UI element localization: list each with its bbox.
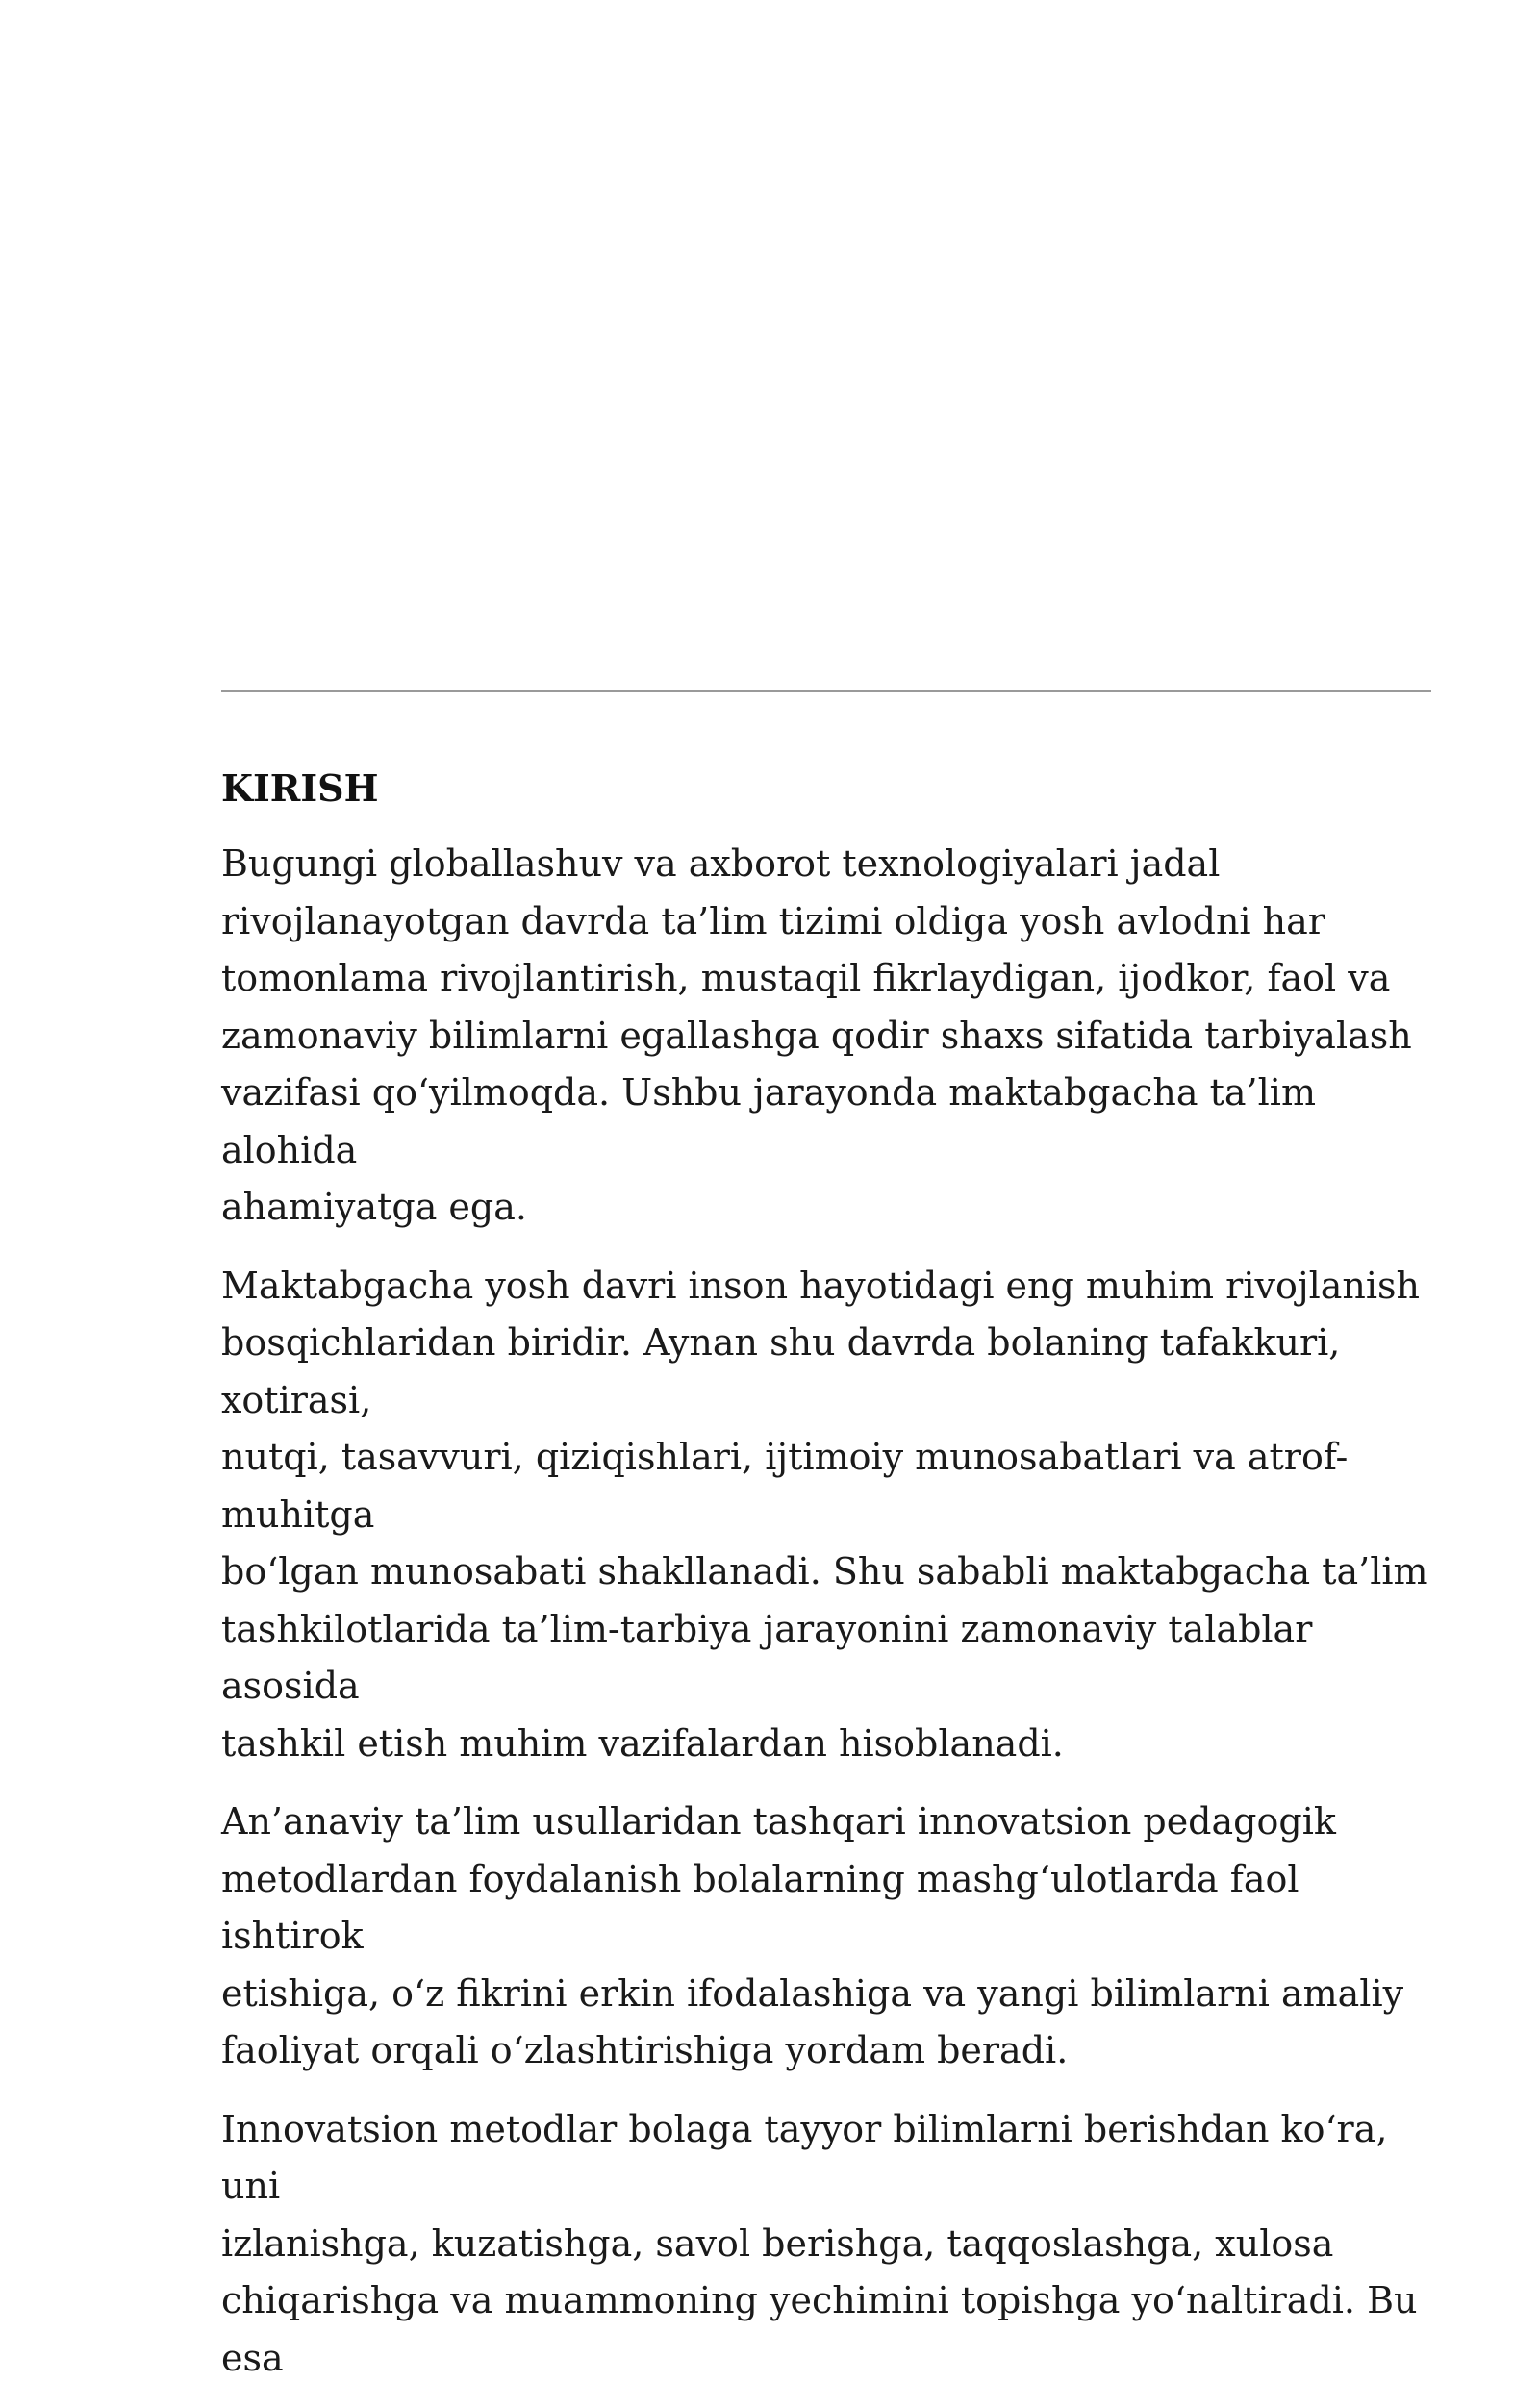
text-line: nutqi, tasavvuri, qiziqishlari, ijtimoiy munosabatlari va atrof-muhitga [221,1436,1349,1536]
paragraph-2 [221,1258,1443,1773]
text-line: ahamiyatga ega. [221,1186,527,1228]
text-line: Bugungi globallashuv va axborot texnologiyalari jadal [221,842,1221,885]
text-line: tashkilotlarida ta’lim-tarbiya jarayonini zamonaviy talablar asosida [221,1607,1313,1707]
text-line: metodlardan foydalanish bolalarning mashg‘ulotlarda faol ishtirok [221,1857,1299,1957]
paragraph-3 [221,1793,1443,2080]
text-line: tomonlama rivojlantirish, mustaqil fikrlaydigan, ijodkor, faol va [221,957,1391,999]
text-line: chiqarishga va muammoning yechimini topishga yo‘naltiradi. Bu esa [221,2279,1418,2379]
text-line: faoliyat orqali o‘zlashtirishiga yordam beradi. [221,2029,1069,2071]
text-line: An’anaviy ta’lim usullaridan tashqari innovatsion pedagogik [221,1800,1336,1843]
text-line: tashkil etish muhim vazifalardan hisoblanadi. [221,1721,1064,1765]
text-line: izlanishga, kuzatishga, savol berishga, taqqoslashga, xulosa [221,2221,1334,2265]
document-body [221,760,1443,2408]
paragraph-1 [221,836,1443,1237]
text-line: Maktabgacha yosh davri inson hayotidagi eng muhim rivojlanish [221,1264,1421,1307]
text-line: rivojlanayotgan davrda ta’lim tizimi oldiga yosh avlodni har [221,899,1325,942]
horizontal-divider [221,690,1431,692]
text-line: Innovatsion metodlar bolaga tayyor bilimlarni berishdan ko‘ra, uni [221,2107,1388,2207]
text-line: bo‘lgan munosabati shakllanadi. Shu sababli maktabgacha ta’lim [221,1550,1428,1593]
text-line: etishiga, o‘z fikrini erkin ifodalashiga va yangi bilimlarni amaliy [221,1971,1404,2015]
text-line: bosqichlaridan biridir. Aynan shu davrda bolaning tafakkuri, xotirasi, [221,1321,1341,1421]
paragraph-4 [221,2101,1443,2388]
section-heading: KIRISH [221,766,379,810]
text-line: vazifasi qo‘yilmoqda. Ushbu jarayonda maktabgacha ta’lim alohida [221,1071,1316,1171]
text-line: zamonaviy bilimlarni egallashga qodir shaxs sifatida tarbiyalash [221,1014,1412,1057]
